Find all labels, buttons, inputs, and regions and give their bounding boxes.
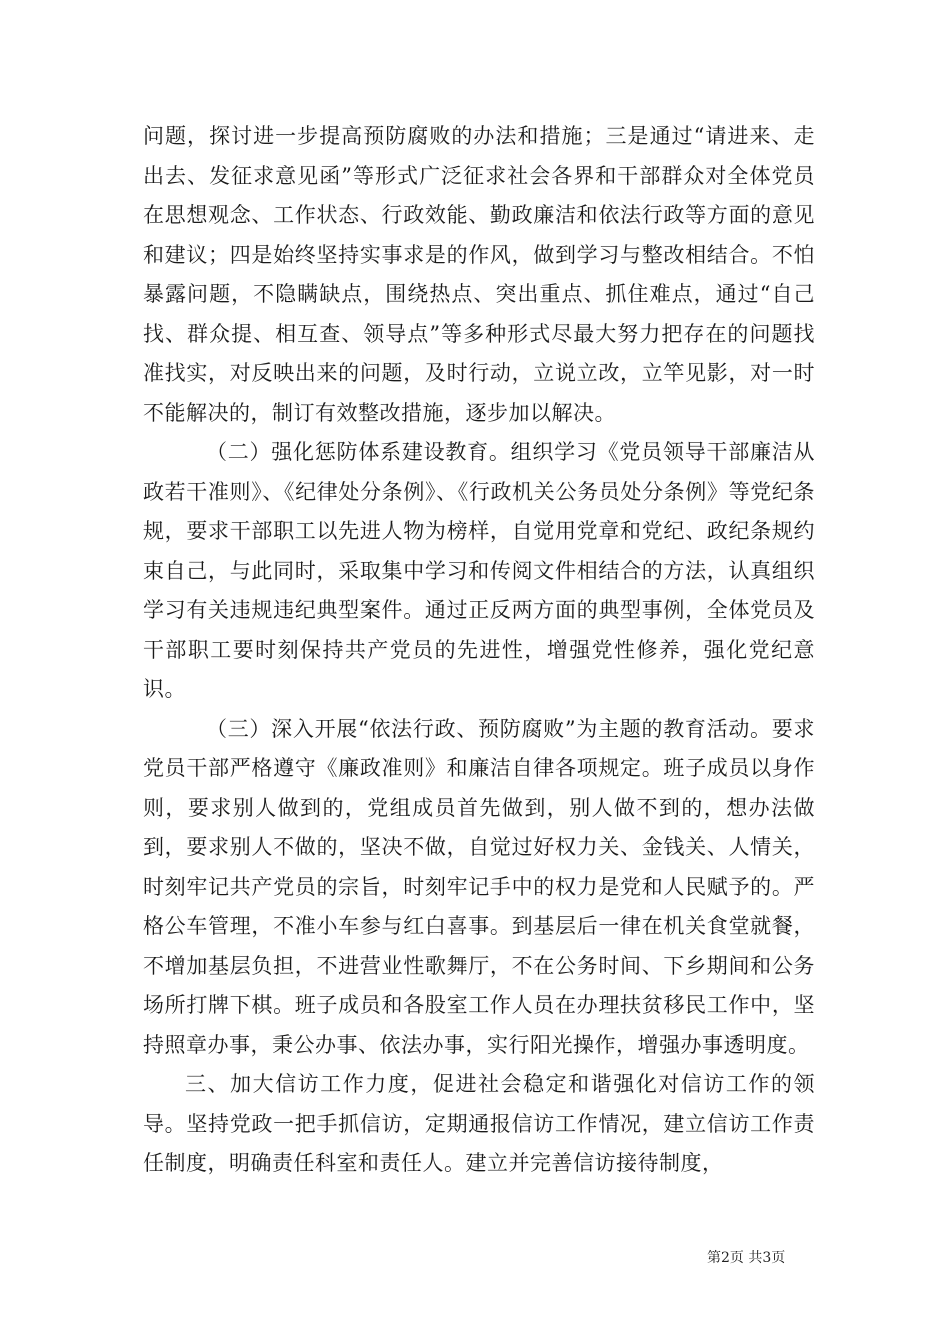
- paragraph-continuation: 问题，探讨进一步提高预防腐败的办法和措施；三是通过“请进来、走出去、发征求意见函”等形式广泛征求社会各界和干部群众对全体党员在思想观念、工作状态、行政效能、勤政廉洁和依法行政等方面的意见和建议；四是始终坚持实事求是的作风，做到学习与整改相结合。不怕暴露问题，不隐瞒缺点，围绕热点、突出重点、抓住难点，通过“自己找、群众提、相互查、领导点”等多种形式尽最大努力把存在的问题找准找实，对反映出来的问题，及时行动，立说立改，立竿见影，对一时不能解决的，制订有效整改措施，逐步加以解决。: [143, 124, 815, 425]
- paragraph-section-3: （三）深入开展“依法行政、预防腐败”为主题的教育活动。要求党员干部严格遵守《廉政准则》和廉洁自律各项规定。班子成员以身作则，要求别人做到的，党组成员首先做到，别人做不到的，想办法做到，要求别人不做的，坚决不做，自觉过好权力关、金钱关、人情关，时刻牢记共产党员的宗旨，时刻牢记手中的权力是党和人民赋予的。严格公车管理，不准小车参与红白喜事。到基层后一律在机关食堂就餐，不增加基层负担，不进营业性歌舞厅，不在公务时间、下乡期间和公务场所打牌下棋。班子成员和各股室工作人员在办理扶贫移民工作中，坚持照章办事，秉公办事、依法办事，实行阳光操作，增强办事透明度。: [143, 716, 815, 1057]
- document-body: [143, 117, 815, 1184]
- paragraph-section-2: （二）强化惩防体系建设教育。组织学习《党员领导干部廉洁从政若干准则》、《纪律处分条例》、《行政机关公务员处分条例》等党纪条规，要求干部职工以先进人物为榜样，自觉用党章和党纪、政纪条规约束自己，与此同时，采取集中学习和传阅文件相结合的方法，认真组织学习有关违规违纪典型案件。通过正反两方面的典型事例，全体党员及干部职工要时刻保持共产党员的先进性，增强党性修养，强化党纪意识。: [143, 440, 815, 701]
- page-number-footer: 第2页 共3页: [707, 1250, 786, 1266]
- paragraph-petition-work: 三、加大信访工作力度，促进社会稳定和谐强化对信访工作的领导。坚持党政一把手抓信访，定期通报信访工作情况，建立信访工作责任制度，明确责任科室和责任人。建立并完善信访接待制度，: [143, 1072, 815, 1175]
